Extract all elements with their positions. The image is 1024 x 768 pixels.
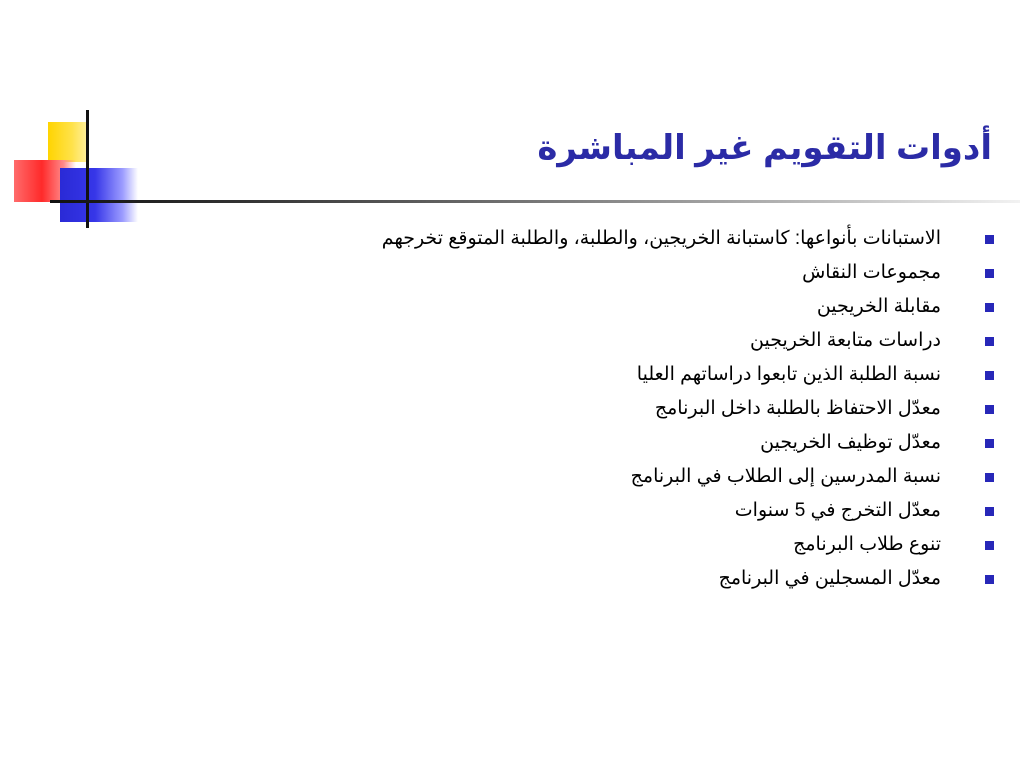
list-item-text: معدّل المسجلين في البرنامج	[718, 568, 941, 589]
list-item-text: مقابلة الخريجين	[816, 296, 941, 317]
square-bullet-icon	[985, 405, 994, 414]
blue-square-decoration	[60, 168, 138, 222]
bullet-list	[234, 222, 994, 596]
list-item-text: الاستبانات بأنواعها: كاستبانة الخريجين، والطلبة، والطلبة المتوقع تخرجهم	[381, 228, 941, 249]
list-item	[234, 324, 994, 358]
yellow-square-decoration	[48, 122, 88, 162]
vertical-line-decoration	[86, 110, 89, 228]
list-item	[234, 358, 994, 392]
square-bullet-icon	[985, 575, 994, 584]
square-bullet-icon	[985, 235, 994, 244]
list-item	[234, 562, 994, 596]
square-bullet-icon	[985, 507, 994, 516]
square-bullet-icon	[985, 371, 994, 380]
list-item	[234, 290, 994, 324]
list-item-text: معدّل التخرج في 5 سنوات	[734, 500, 941, 521]
list-item-text: نسبة المدرسين إلى الطلاب في البرنامج	[630, 466, 941, 487]
square-bullet-icon	[985, 473, 994, 482]
list-item-text: تنوع طلاب البرنامج	[793, 534, 941, 555]
title-underline	[50, 200, 1020, 203]
list-item	[234, 460, 994, 494]
list-item	[234, 426, 994, 460]
square-bullet-icon	[985, 541, 994, 550]
square-bullet-icon	[985, 269, 994, 278]
list-item-text: دراسات متابعة الخريجين	[750, 330, 941, 351]
list-item	[234, 256, 994, 290]
list-item-text: معدّل الاحتفاظ بالطلبة داخل البرنامج	[654, 398, 941, 419]
decorative-logo	[0, 0, 200, 240]
list-item-text: مجموعات النقاش	[802, 262, 941, 283]
list-item-text: معدّل توظيف الخريجين	[760, 432, 941, 453]
slide-title: أدوات التقويم غير المباشرة	[537, 129, 992, 167]
square-bullet-icon	[985, 439, 994, 448]
square-bullet-icon	[985, 337, 994, 346]
list-item	[234, 222, 994, 256]
list-item	[234, 392, 994, 426]
square-bullet-icon	[985, 303, 994, 312]
list-item	[234, 528, 994, 562]
list-item-text: نسبة الطلبة الذين تابعوا دراساتهم العليا	[636, 364, 941, 385]
list-item	[234, 494, 994, 528]
